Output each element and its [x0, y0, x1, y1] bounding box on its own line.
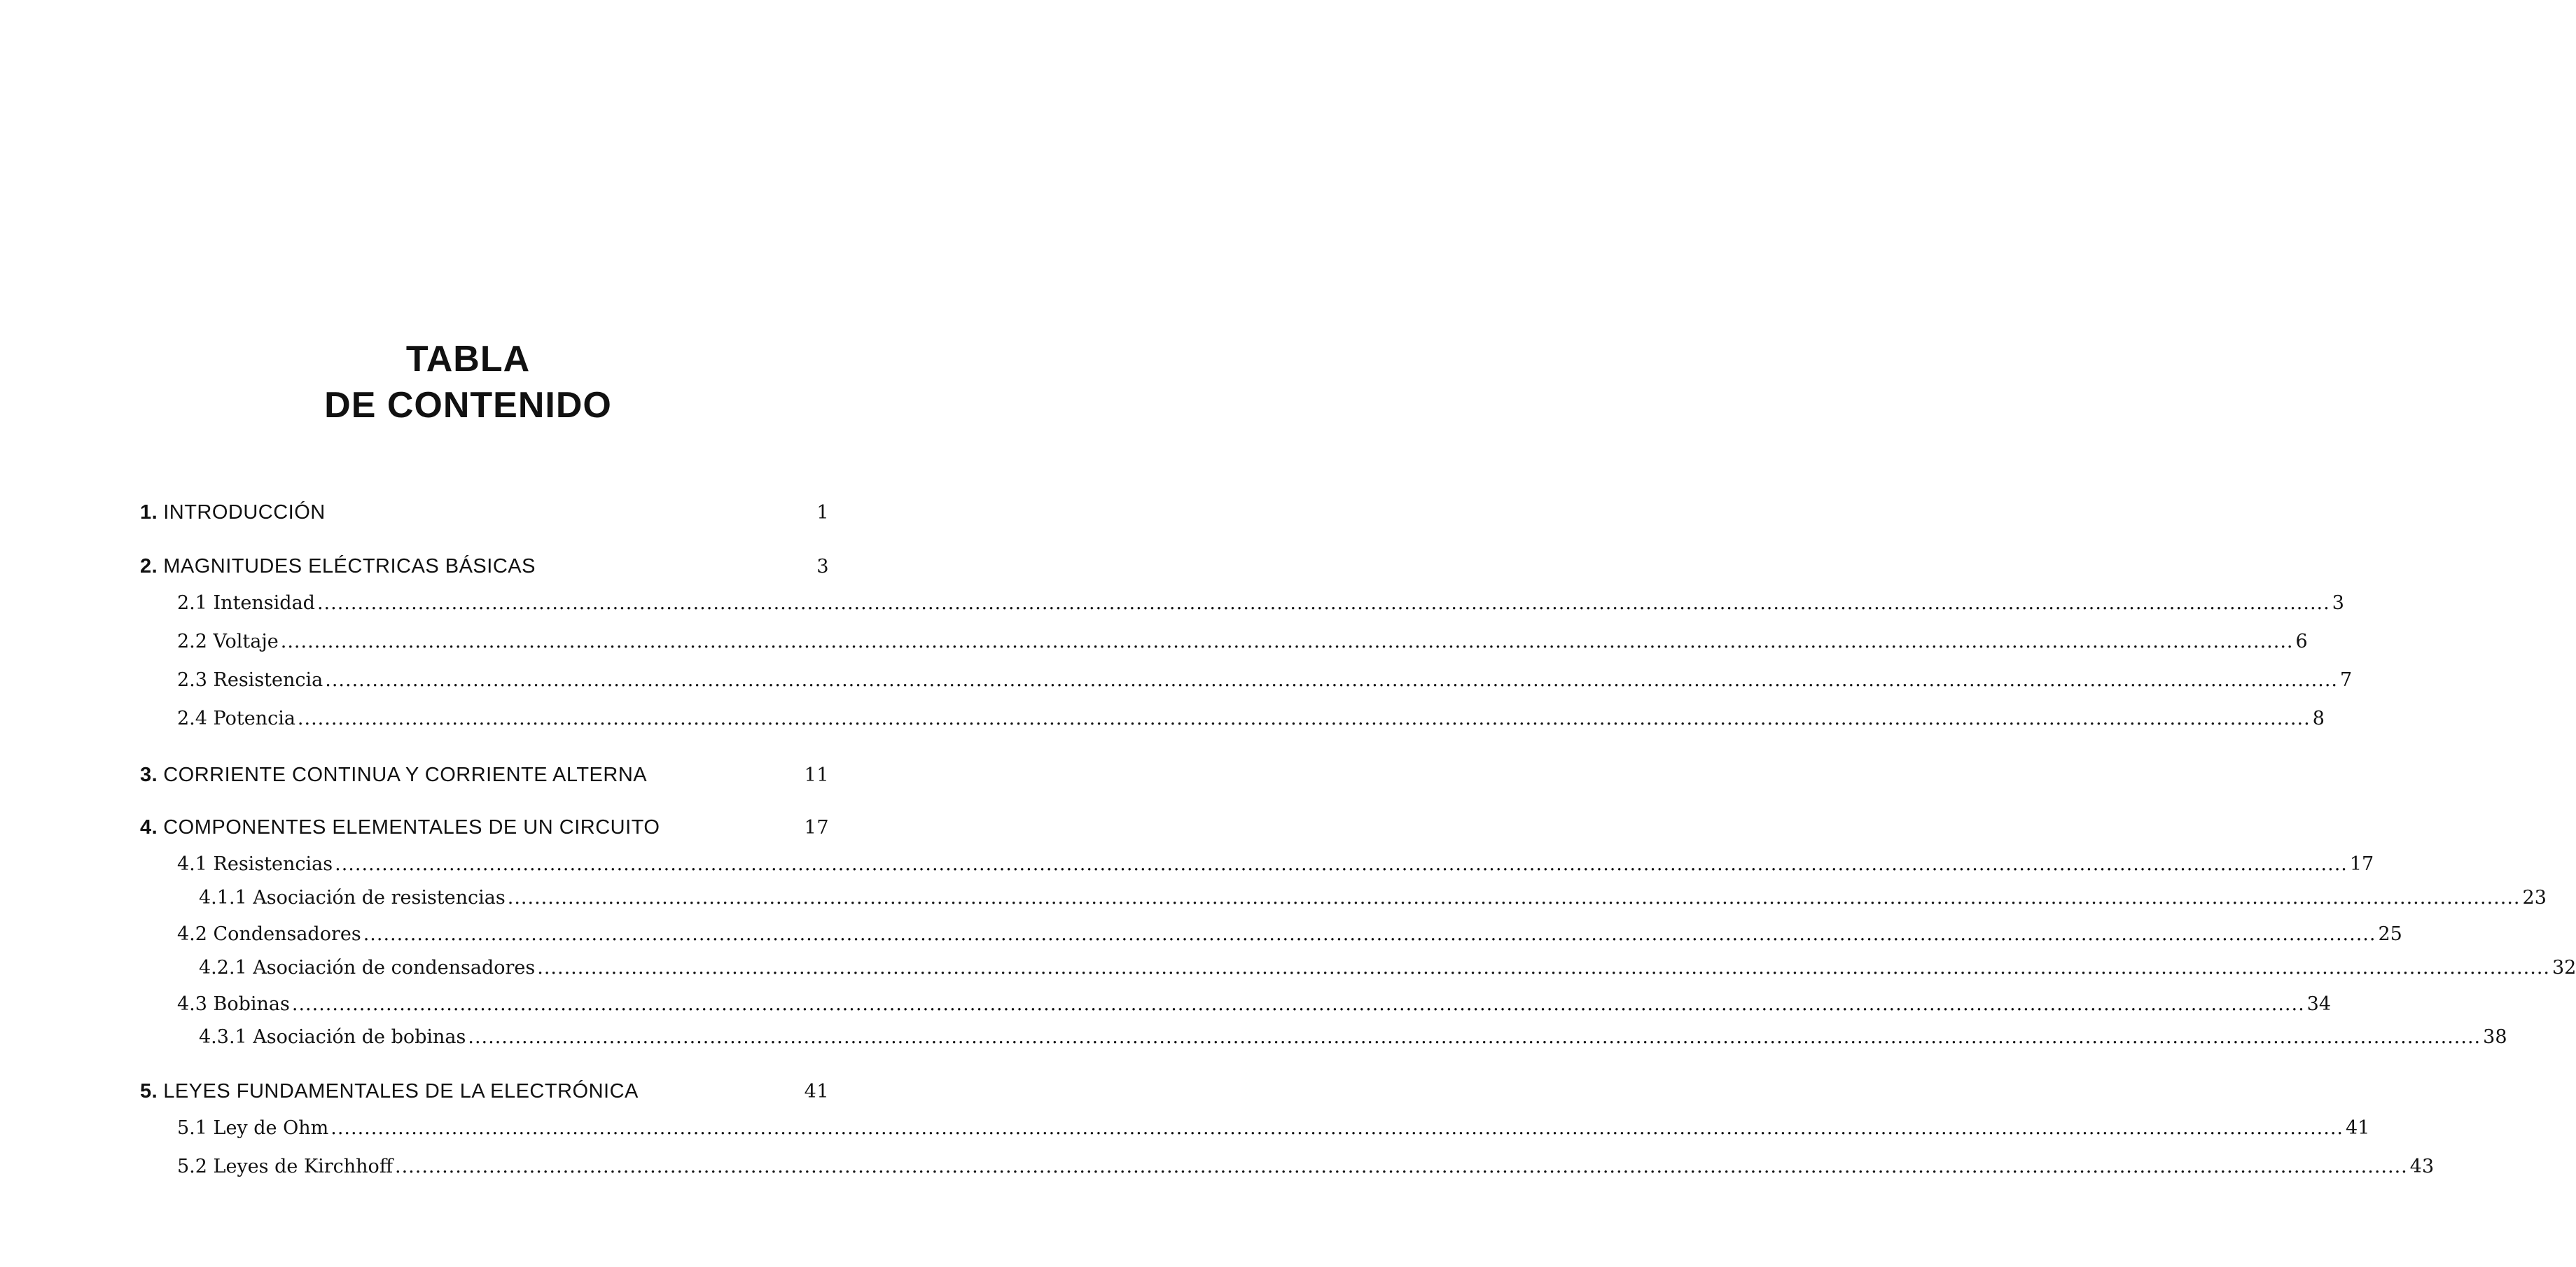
dot-leader: ............................................................................................................................................................................................................................................................................................................: [297, 708, 2311, 729]
section-title: 4.3.1 Asociación de bobinas: [199, 1026, 466, 1048]
dot-leader: ............................................................................................................................................................................................................................................................................................................: [325, 669, 2339, 691]
section-title: 2.1 Intensidad: [177, 592, 315, 614]
toc-chapter-4[interactable]: [140, 813, 829, 841]
chapter-title: INTRODUCCIÓN: [163, 501, 326, 524]
page-number: 41: [2346, 1117, 2370, 1139]
dot-leader: ............................................................................................................................................................................................................................................................................................................: [316, 592, 2330, 614]
chapter-title: CORRIENTE CONTINUA Y CORRIENTE ALTERNA: [163, 764, 648, 786]
toc-section-4-3[interactable]: [140, 990, 2332, 1018]
section-title: 4.3 Bobinas: [177, 993, 290, 1015]
section-title: 2.4 Potencia: [177, 708, 295, 729]
section-title: 2.2 Voltaje: [177, 631, 279, 652]
toc-section-4-2-1[interactable]: [140, 954, 2576, 982]
section-title: 5.1 Ley de Ohm: [177, 1117, 329, 1139]
section-title: 5.2 Leyes de Kirchhoff: [177, 1156, 393, 1177]
section-title: 4.2.1 Asociación de condensadores: [199, 957, 536, 979]
section-title: 4.2 Condensadores: [177, 923, 361, 945]
page-number: 6: [2295, 631, 2308, 652]
section-title: 4.1.1 Asociación de resistencias: [199, 887, 506, 909]
page-number: 25: [2378, 923, 2402, 945]
page-number: 43: [2409, 1156, 2435, 1177]
chapter-title: COMPONENTES ELEMENTALES DE UN CIRCUITO: [163, 816, 660, 839]
page-number: 41: [804, 1081, 829, 1102]
toc-section-4-2[interactable]: [140, 920, 2402, 948]
chapter-title: MAGNITUDES ELÉCTRICAS BÁSICAS: [163, 555, 536, 578]
dot-leader: ............................................................................................................................................................................................................................................................................................................: [395, 1156, 2408, 1177]
dot-leader: ............................................................................................................................................................................................................................................................................................................: [363, 923, 2376, 945]
page-number: 7: [2340, 669, 2353, 691]
chapter-number: 3.: [140, 764, 158, 786]
toc-chapter-5[interactable]: [140, 1077, 829, 1105]
toc-section-2-3[interactable]: [140, 666, 2353, 694]
toc-section-4-1-1[interactable]: [140, 884, 2547, 912]
toc-chapter-2[interactable]: [140, 552, 829, 580]
page-number: 3: [816, 556, 829, 578]
page-number: 23: [2522, 887, 2547, 909]
page-number: 38: [2483, 1026, 2507, 1048]
toc-section-5-2[interactable]: [140, 1153, 2435, 1181]
page-number: 3: [2332, 592, 2344, 614]
section-title: 2.3 Resistencia: [177, 669, 323, 691]
toc-chapter-1[interactable]: [140, 498, 829, 526]
dot-leader: ............................................................................................................................................................................................................................................................................................................: [280, 631, 2294, 652]
dot-leader: ............................................................................................................................................................................................................................................................................................................: [468, 1026, 2481, 1048]
table-of-contents: [140, 0, 2576, 1267]
chapter-number: 4.: [140, 816, 158, 839]
title-line-1: TABLA: [405, 339, 531, 379]
toc-section-2-1[interactable]: [140, 589, 2344, 617]
dot-leader: ............................................................................................................................................................................................................................................................................................................: [330, 1117, 2344, 1139]
toc-section-4-1[interactable]: [140, 850, 2374, 878]
chapter-number: 2.: [140, 555, 158, 578]
page-number: 17: [804, 817, 829, 839]
chapter-number: 1.: [140, 501, 158, 524]
toc-section-2-4[interactable]: [140, 705, 2325, 733]
page-number: 34: [2306, 993, 2332, 1015]
chapter-title: LEYES FUNDAMENTALES DE LA ELECTRÓNICA: [163, 1080, 639, 1102]
toc-section-4-3-1[interactable]: [140, 1023, 2507, 1051]
title-line-2: DE CONTENIDO: [324, 385, 612, 426]
dot-leader: ............................................................................................................................................................................................................................................................................................................: [537, 957, 2550, 979]
dot-leader: ............................................................................................................................................................................................................................................................................................................: [335, 853, 2348, 875]
page-number: 17: [2349, 853, 2374, 875]
chapter-number: 5.: [140, 1080, 158, 1102]
page-number: 1: [816, 502, 829, 524]
dot-leader: ............................................................................................................................................................................................................................................................................................................: [507, 887, 2521, 909]
page-number: 8: [2312, 708, 2325, 729]
page-number: 11: [804, 764, 829, 786]
section-title: 4.1 Resistencias: [177, 853, 333, 875]
dot-leader: ............................................................................................................................................................................................................................................................................................................: [291, 993, 2305, 1015]
toc-section-5-1[interactable]: [140, 1114, 2370, 1142]
toc-chapter-3[interactable]: [140, 761, 829, 789]
toc-section-2-2[interactable]: [140, 628, 2308, 656]
page-number: 32: [2552, 957, 2576, 979]
